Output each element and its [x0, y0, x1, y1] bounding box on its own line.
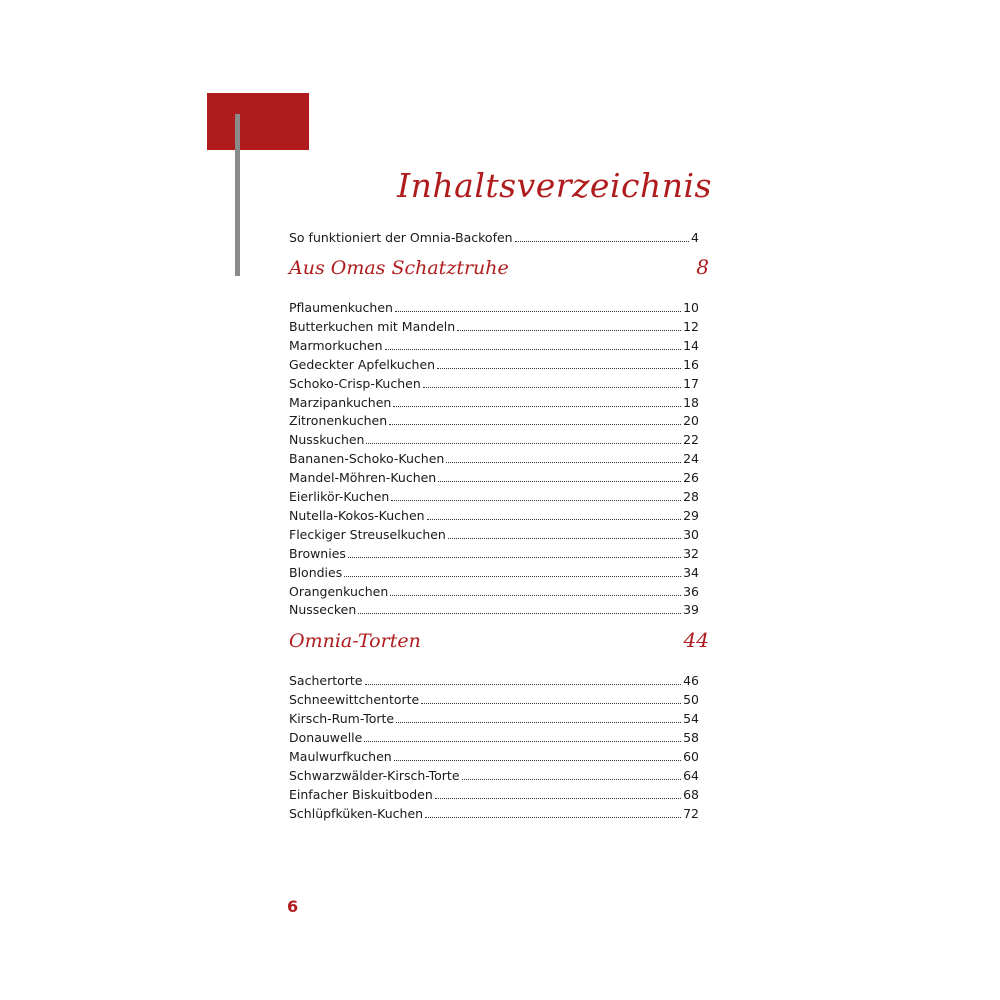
toc-entry [289, 806, 699, 822]
section-page: 44 [683, 628, 709, 652]
toc-entry-page: 34 [683, 564, 699, 580]
toc-entry-page: 58 [683, 730, 699, 745]
toc-leader-dots [365, 684, 682, 685]
toc-entry-title: Kirsch-Rum-Torte [289, 711, 395, 726]
toc-entry-page: 32 [683, 545, 699, 561]
toc-entry [289, 527, 699, 543]
toc-entry-page: 16 [683, 356, 699, 372]
toc-entry-page: 12 [683, 318, 699, 334]
toc-intro-entry [289, 230, 699, 246]
toc-entry [289, 565, 699, 581]
toc-entry-title: Maulwurfkuchen [289, 749, 392, 764]
toc-entry-page: 18 [683, 394, 699, 410]
toc-entry-page: 26 [683, 470, 699, 486]
toc-leader-dots [364, 741, 681, 742]
toc-entry-title: Bananen-Schoko-Kuchen [289, 451, 445, 467]
toc-entry [289, 300, 699, 316]
toc-entry-title: Blondies [289, 564, 343, 580]
toc-entry [289, 730, 699, 746]
toc-entry-page: 60 [683, 749, 699, 764]
toc-entry-page: 68 [683, 787, 699, 802]
page-number: 6 [287, 897, 299, 916]
toc-leader-dots [393, 406, 681, 407]
toc-entry-page: 14 [683, 337, 699, 353]
toc-entry [289, 451, 699, 467]
toc-leader-dots [366, 443, 681, 444]
toc-entry-title: Nutella-Kokos-Kuchen [289, 507, 425, 523]
toc-entry [289, 357, 699, 373]
toc-leader-dots [385, 349, 682, 350]
toc-leader-dots [438, 481, 681, 482]
toc-entry [289, 787, 699, 803]
section-title: Aus Omas Schatztruhe [289, 257, 509, 279]
toc-entry [289, 692, 699, 708]
toc-entry-title: Marmorkuchen [289, 337, 383, 353]
toc-leader-dots [348, 557, 681, 558]
toc-entry-title: So funktioniert der Omnia-Backofen [289, 230, 513, 245]
toc-entry [289, 711, 699, 727]
toc-leader-dots [394, 760, 681, 761]
toc-entry-page: 39 [683, 602, 699, 618]
toc-entry [289, 749, 699, 765]
toc-entry-title: Schoko-Crisp-Kuchen [289, 375, 421, 391]
toc-entry-page: 28 [683, 489, 699, 504]
toc-entry-title: Marzipankuchen [289, 394, 392, 410]
section-heading-2 [289, 628, 709, 652]
toc-leader-dots [446, 462, 681, 463]
toc-entry-page: 30 [683, 526, 699, 542]
toc-entry [289, 413, 699, 429]
toc-entry [289, 673, 699, 689]
toc-entry [289, 768, 699, 784]
toc-entry-title: Donauwelle [289, 730, 363, 745]
toc-leader-dots [395, 311, 681, 312]
toc-leader-dots [435, 798, 681, 799]
toc-leader-dots [396, 722, 681, 723]
section-title: Omnia-Torten [289, 630, 421, 652]
toc-entry [289, 489, 699, 505]
decorative-grey-bar [235, 114, 240, 276]
toc-entry-title: Einfacher Biskuitboden [289, 787, 433, 802]
toc-entry-title: Mandel-Möhren-Kuchen [289, 470, 437, 486]
toc-leader-dots [437, 368, 681, 369]
toc-entry-title: Sachertorte [289, 673, 363, 688]
toc-entry [289, 602, 699, 618]
section-page: 8 [696, 255, 709, 279]
toc-leader-dots [344, 576, 681, 577]
toc-entry [289, 546, 699, 562]
toc-entry [289, 470, 699, 486]
toc-entry-page: 29 [683, 507, 699, 523]
toc-entry-page: 50 [683, 692, 699, 707]
toc-leader-dots [448, 538, 681, 539]
toc-entry [289, 395, 699, 411]
toc-entry-title: Schlüpfküken-Kuchen [289, 806, 424, 821]
toc-entry-page: 46 [683, 673, 699, 688]
toc-entry-page: 36 [683, 583, 699, 599]
toc-leader-dots [358, 613, 681, 614]
toc-entry-page: 72 [683, 806, 699, 821]
toc-entry [289, 376, 699, 392]
section-heading-1 [289, 255, 709, 279]
toc-leader-dots [457, 330, 681, 331]
toc-entry-page: 20 [683, 413, 699, 429]
toc-entry-title: Zitronenkuchen [289, 413, 388, 429]
toc-entry [289, 584, 699, 600]
toc-entry-page: 24 [683, 451, 699, 467]
toc-entry-page: 10 [683, 300, 699, 315]
toc-entry-title: Brownies [289, 545, 346, 561]
toc-entry-page: 4 [691, 230, 699, 245]
toc-leader-dots [391, 500, 681, 501]
toc-entry-title: Schwarzwälder-Kirsch-Torte [289, 768, 460, 783]
toc-leader-dots [421, 703, 681, 704]
toc-entry-page: 22 [683, 432, 699, 448]
toc-entry [289, 319, 699, 335]
toc-entry [289, 508, 699, 524]
toc-leader-dots [423, 387, 681, 388]
toc-entry-title: Fleckiger Streuselkuchen [289, 526, 446, 542]
toc-entry-title: Gedeckter Apfelkuchen [289, 356, 436, 372]
toc-leader-dots [390, 595, 681, 596]
toc-entry-page: 17 [683, 375, 699, 391]
toc-entry-title: Nussecken [289, 602, 357, 618]
toc-entry-title: Nusskuchen [289, 432, 365, 448]
toc-entry [289, 338, 699, 354]
toc-leader-dots [515, 241, 689, 242]
toc-leader-dots [427, 519, 682, 520]
toc-entry-title: Pflaumenkuchen [289, 300, 393, 315]
decorative-red-block [207, 93, 309, 150]
toc-entry-page: 64 [683, 768, 699, 783]
page-title: Inhaltsverzeichnis [397, 166, 712, 205]
toc-entry [289, 432, 699, 448]
toc-entry-page: 54 [683, 711, 699, 726]
toc-entry-title: Eierlikör-Kuchen [289, 489, 390, 504]
toc-entry-title: Butterkuchen mit Mandeln [289, 318, 456, 334]
toc-entry-title: Schneewittchentorte [289, 692, 420, 707]
toc-leader-dots [425, 817, 681, 818]
toc-leader-dots [462, 779, 682, 780]
toc-entry-title: Orangenkuchen [289, 583, 389, 599]
toc-leader-dots [389, 424, 681, 425]
